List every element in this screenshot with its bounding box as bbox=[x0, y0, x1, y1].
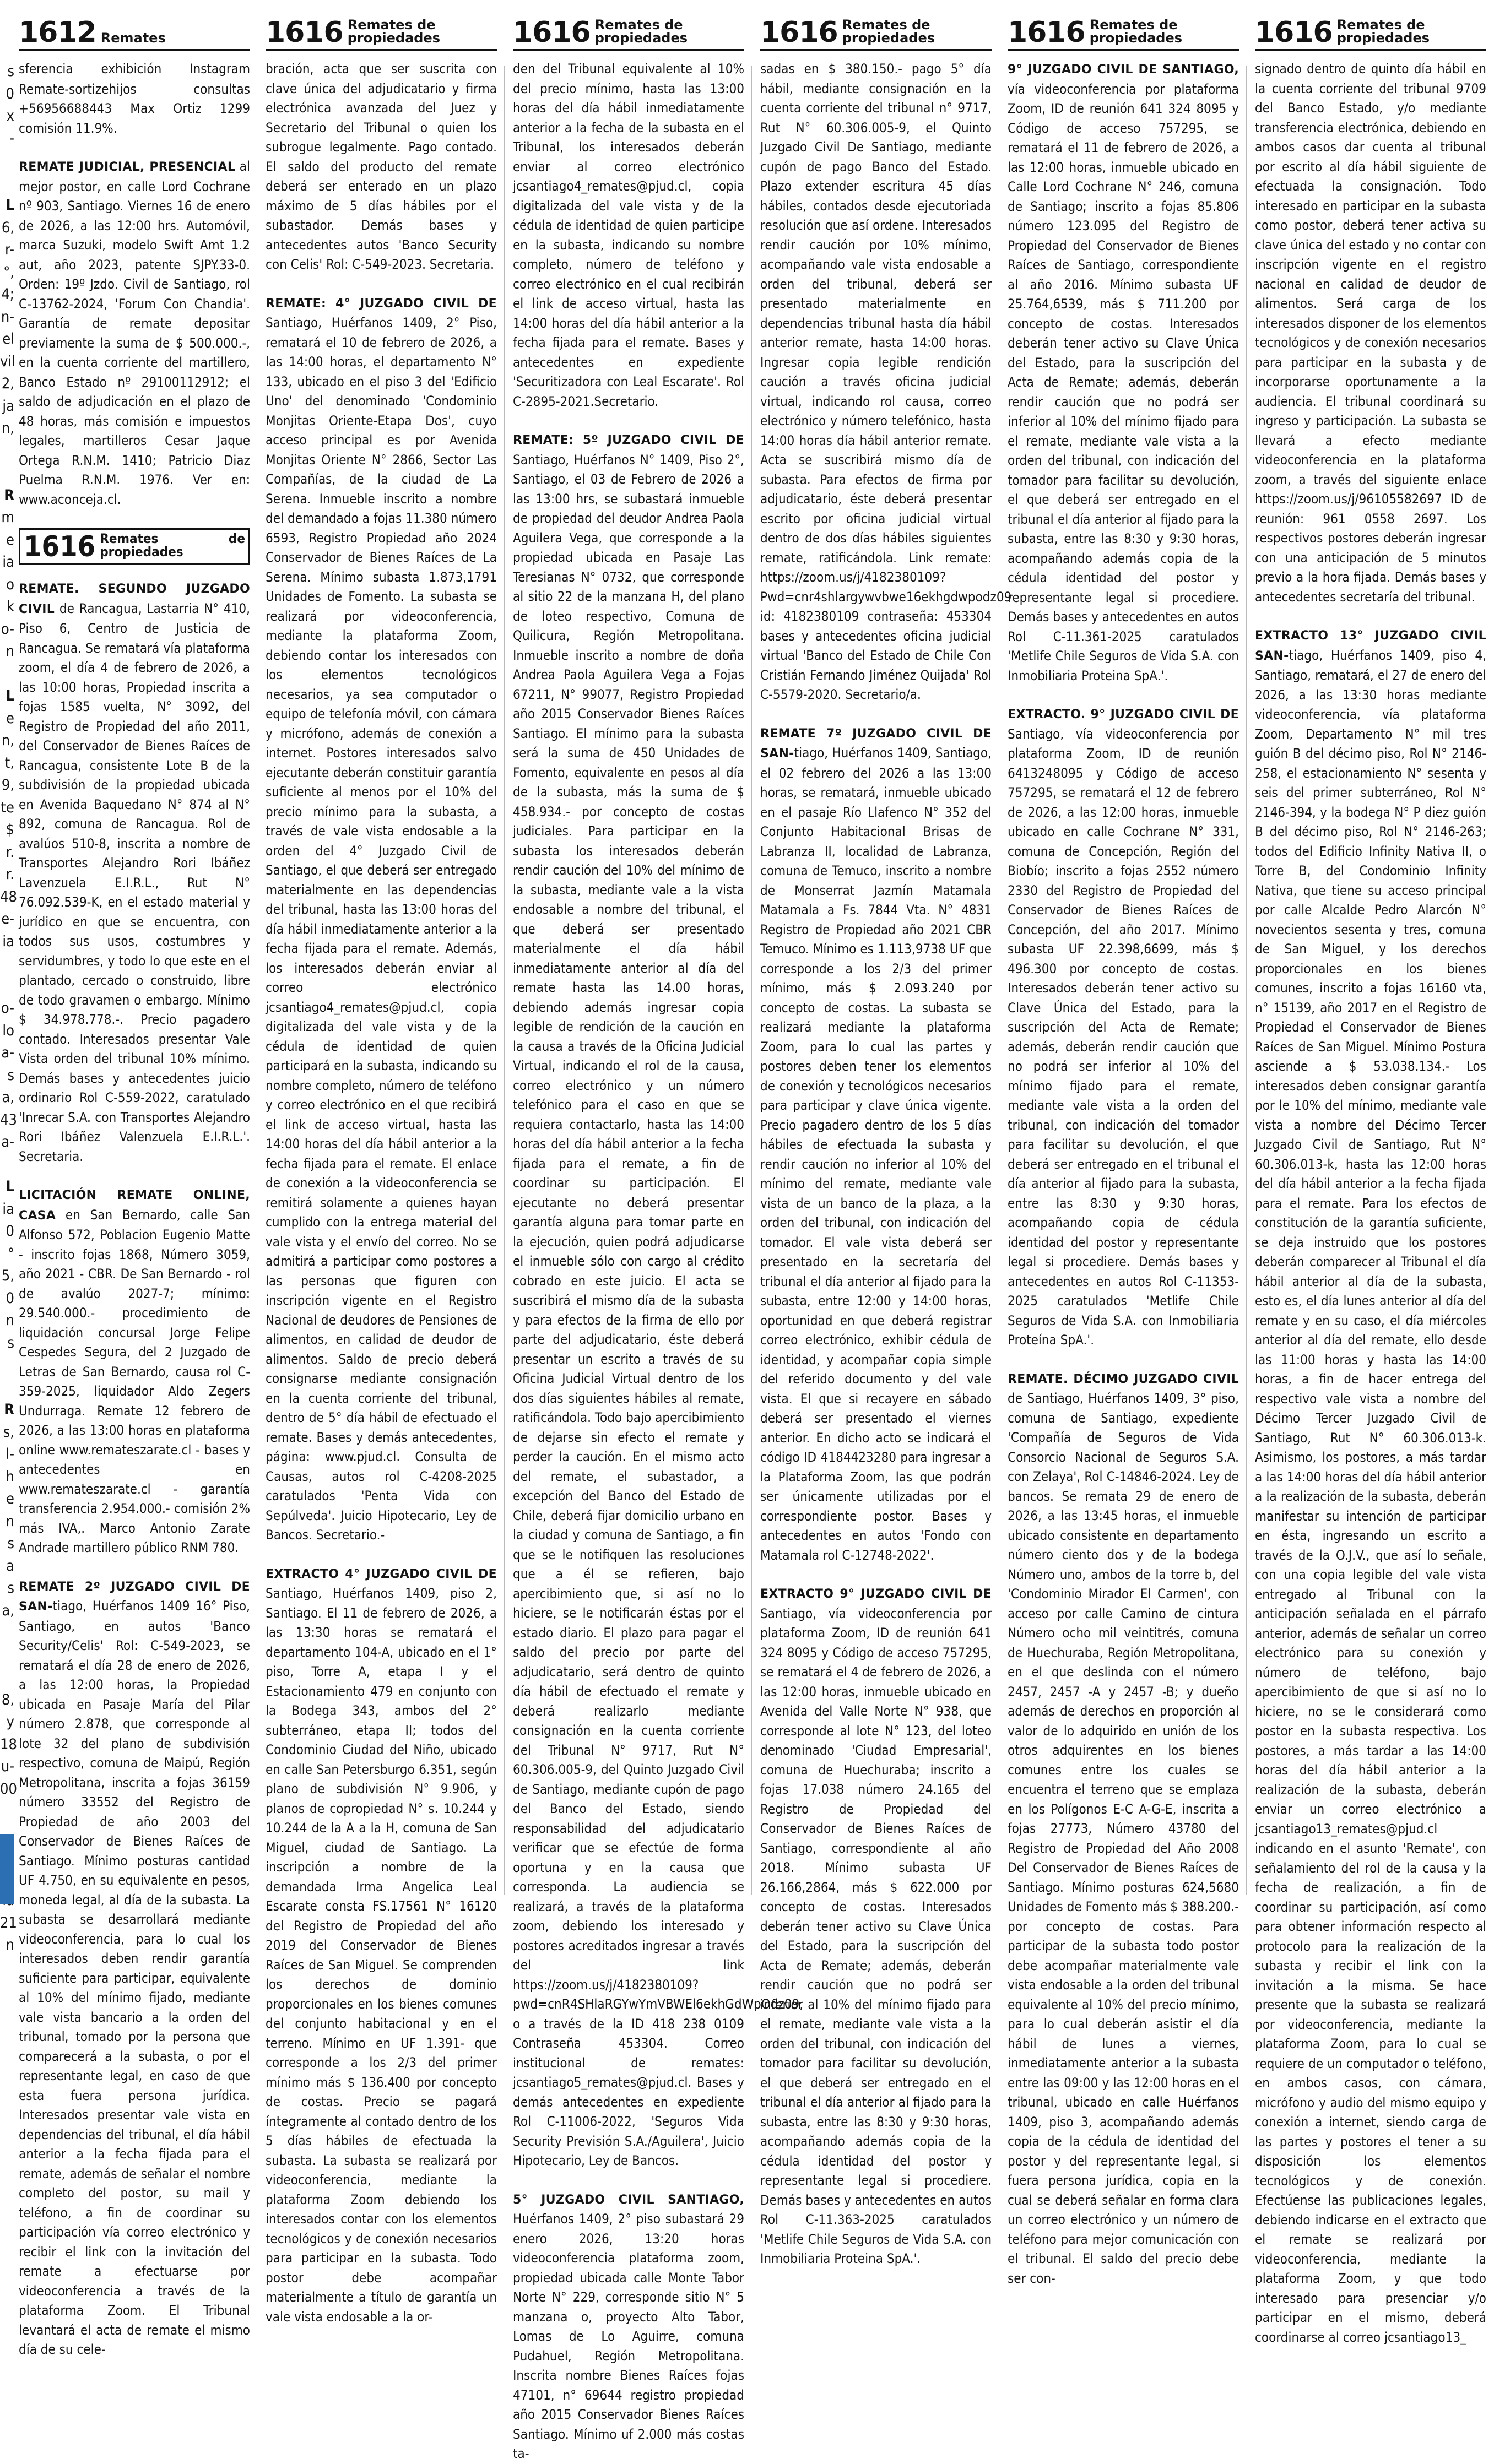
column-body bbox=[1008, 59, 1239, 2288]
clipped-fragment: R bbox=[4, 486, 14, 504]
clipped-fragment: k bbox=[6, 598, 14, 615]
notice-text: de Santiago, Huérfanos 1409, 3° piso, comuna de Santiago, expediente 'Compañía de Seguros de Vida Consorcio Nacional de Seguros S.A. con Zelaya', Rol C-14846-2024. Ley de bancos. Se remata 29 de enero de 2026, a las 13:45 horas, el inmueble ubicado consistente en departamento número ciento dos y de la bodega Número uno, ambos de la torre b, del 'Condominio Mirador El Carmen', con acceso por calle Camino de cintura Número ocho mil veintitrés, comuna de Huechuraba, Región Metropolitana, en el que deslinda con el número 2457, 2457 -A y 2457 -B; y dueño además de derechos en proporción al valor de lo adquirido en unión de los otros adquirentes en los bienes comunes entre los cuales se encuentra el terreno que se emplaza en los Polígonos E-C A-G-E, inscrita a fojas 27773, Número 43780 del Registro de Propiedad del Año 2008 Del Conservador de Bienes Raíces de Santiago. Mínimo posturas 624,5680 Unidades de Fomento más $ 388.200.- por concepto de costas. Para participar de la subasta todo postor debe acompañar materialmente vale vista endosable a la orden del tribunal equivalente al 10% del precio mínimo, para lo cual deberán asistir el día hábil de lunes a viernes, inmediatamente anterior a la subasta entre las 09:00 y las 12:00 horas en el tribunal, ubicado en calle Huérfanos 1409, piso 3, acompañando además copia de la cédula de identidad del postor y del representante legal, si fuera persona jurídica, copia en la cual se deberá señalar en forma clara un correo electrónico y un número de teléfono para mejor comunicación con el tribunal. El saldo del precio debe ser con- bbox=[1008, 1391, 1239, 2286]
section-category: Remates bbox=[100, 30, 166, 46]
section-code: 1616 bbox=[24, 530, 96, 563]
clipped-fragment bbox=[0, 1354, 14, 1377]
notice bbox=[1008, 704, 1239, 1350]
clipped-fragment: u- bbox=[1, 1758, 14, 1775]
column-header bbox=[19, 0, 250, 51]
clipped-left-column bbox=[0, 0, 17, 1953]
clipped-fragment bbox=[0, 150, 14, 172]
section-code: 1616 bbox=[1008, 16, 1085, 49]
clipped-fragment: a, bbox=[2, 1089, 14, 1106]
clipped-fragment: 00 bbox=[0, 1780, 17, 1798]
column-header bbox=[1008, 0, 1239, 51]
notice-text: signado dentro de quinto día hábil en la cuenta corriente del tribunal 9709 del Banco Estado, y/o mediante transferencia electrónica, debiendo en ambos casos dar cuenta al tribunal por escrito al día hábil siguiente de efectuada la consignación. Todo interesado en participar en la subasta como postor, deberá tener activa su clave única del estado y no contar con inscripción vigente en el registro nacional en calidad de deudor de alimentos. Será carga de los interesados disponer de los elementos tecnológicos y de conexión necesarios para participar en la subasta y de incorporarse oportunamente a la audiencia. El tribunal coordinará su ingreso y participación. La subasta se llevará a efecto mediante videoconferencia en la plataforma zoom, a través del siguiente enlace https://zoom.us/j/96105582697 ID de reunión: 961 0558 2697. Los respectivos postores deberán ingresar con una anticipación de 5 minutos previo a la hora fijada. Demás bases y antecedentes secretaría del tribunal. bbox=[1255, 61, 1486, 605]
clipped-fragment: x bbox=[6, 107, 14, 124]
notice-text: en San Bernardo, calle San Alfonso 572, Poblacion Eugenio Matte - inscrito fojas 1868, Número 3059, año 2021 - CBR. De San Bernardo - rol de avalúo 2027-7; mínimo: 29.540.000.- procedimiento de liquidación concursal Jorge Felipe Cespedes Segura, del 2 Juzgado de Letras de San Bernardo, causa rol C-359-2025, liquidador Aldo Zegers Undurraga. Remate 12 febrero de 2026, a las 13:00 horas en plataforma online www.remateszarate.cl - bases y antecedentes en www.remateszarate.cl - garantía transferencia 2.954.000.- comisión 2% más IVA,. Marco Antonio Zarate Andrade martillero público RNM 780. bbox=[19, 1207, 250, 1555]
left-edge-color-bar bbox=[0, 1834, 14, 1904]
clipped-fragment: 5, bbox=[1, 1267, 14, 1284]
clipped-fragment: e- bbox=[1, 910, 14, 927]
clipped-fragment: 6, bbox=[1, 219, 14, 236]
section-category: Remates de propiedades bbox=[1089, 17, 1183, 46]
notice bbox=[266, 294, 497, 1545]
notice-text: sadas en $ 380.150.- pago 5° día hábil, mediante consignación en la cuenta corriente del tribunal n° 9717, Rut N° 60.306.005-9, el Quinto Juzgado Civil De Santiago, mediante cupón de pago Banco del Estado. Plazo extender escritura 45 días hábiles, contados desde ejecutoriada resolución que así ordene. Interesados rendir caución por 10% mínimo, acompañando vale vista endosable a orden del tribunal, deberá ser presentado materialmente en dependencias tribunal hasta día hábil anterior remate, hasta 14:00 horas. Ingresar copia legible rendición caución a través oficina judicial virtual, indicando rol causa, correo electrónico y número telefónico, hasta 14:00 horas día hábil anterior remate. Acta se suscribirá mismo día de subasta. Para efectos de firma por adjudicatario, éste deberá presentar escrito por oficina judicial virtual dentro de dos días hábiles siguientes remate, ratificándola. Link remate: https://zoom.us/j/4182380109?Pwd=cnr4shlargywvbwe16ekhgdwpodz09 id: 4182380109 contraseña: 453304 bases y antecedentes oficina judicial virtual 'Banco del Estado de Chile Con Cristián Fernando Jiménez Quijada' Rol C-5579-2020. Secretario/a. bbox=[760, 61, 1012, 702]
clipped-fragment: t, bbox=[4, 754, 14, 772]
clipped-fragment: te bbox=[1, 799, 14, 816]
clipped-fragment bbox=[0, 462, 14, 485]
clipped-fragment: r. bbox=[6, 866, 14, 883]
notice bbox=[1008, 59, 1239, 686]
clipped-fragment bbox=[0, 1800, 14, 1823]
section-code: 1616 bbox=[760, 16, 838, 49]
clipped-fragment: n, bbox=[1, 420, 14, 437]
section-category: Remates de propiedades bbox=[1336, 17, 1430, 46]
notice-text: tiago, Huérfanos 1409 16° Piso, Santiago, en autos 'Banco Security/Celis' Rol: C-549-2023, se rematará el día 28 de enero de 2026, a las 12:00 horas, la Propiedad ubicada en Pasaje María del Pilar número 2.878, que corresponde al lote 32 del plano de subdivisión respectivo, comuna de Maipú, Región Metropolitana, inscrita a fojas 36159 número 33552 del Registro de Propiedad de año 2003 del Conservador de Bienes Raíces de Santiago. Mínimo posturas cantidad UF 4.750, en su equivalente en pesos, moneda legal, al día de la subasta. La subasta se desarrollará mediante videoconferencia, para lo cual los interesados deben rendir garantía suficiente para participar, equivalente al 10% del mínimo fijado, mediante vale vista bancario a la orden del tribunal, tomado por la persona que comparecerá a la subasta, o por el representante legal, en caso de que esta fuera persona jurídica. Interesados presentar vale vista en dependencias del tribunal, el día hábil anterior a la fecha fijada para el remate, además de señalar el nombre completo del postor, su mail y teléfono, a fin de coordinar su participación vía correo electrónico y recibir el link con la invitación del remate a efectuarse por videoconferencia a través de la plataforma Zoom. El Tribunal levantará el acta de remate el mismo día de su cele- bbox=[19, 1598, 250, 2357]
clipped-fragment bbox=[0, 1622, 14, 1645]
notice bbox=[1255, 59, 1486, 607]
notice-text: Santiago, vía videoconferencia por plataforma Zoom, ID de reunión 641 324 8095 y Código de acceso 757295, se rematará el 4 de febrero de 2026, a las 12:00 horas, inmueble ubicado en Avenida del Valle Norte N° 938, que corresponde al lote N° 123, del loteo denominado 'Ciudad Empresarial', comuna de Huechuraba; inscrito a fojas 17.038 número 24.165 del Registro de Propiedad del Conservador de Bienes Raíces de Santiago, correspondiente al año 2018. Mínimo subasta UF 26.166,2864, más $ 622.000 por concepto de costas. Interesados deberán tener activo su Clave Única del Estado, para la suscripción del Acta de Remate; además, deberán rendir caución que no podrá ser inferior al 10% del mínimo fijado para el remate, mediante vale vista a la orden del tribunal, con indicación del tomador para facilitar su devolución, el que deberá ser entregado en el tribunal el día anterior al fijado para la subasta, entre las 8:30 y 9:30 horas, acompañando además copia de la cédula identidad del postor y representante legal si procediere. Demás bases y antecedentes en autos Rol C-11.363-2025 caratulados 'Metlife Chile Seguros de Vida S.A. con Inmobiliaria Proteina SpA.'. bbox=[760, 1605, 992, 2266]
column-1 bbox=[19, 0, 250, 2357]
clipped-fragment: L bbox=[6, 197, 14, 214]
clipped-fragment: s bbox=[7, 1334, 14, 1352]
clipped-fragment: s bbox=[7, 1535, 14, 1552]
column-4 bbox=[760, 0, 1012, 2266]
clipped-fragment: s, bbox=[3, 1423, 14, 1441]
column-rule bbox=[1246, 66, 1247, 1895]
notice-lead: LICITACIÓN REMATE ONLINE, CASA bbox=[19, 1188, 250, 1223]
clipped-fragment: - bbox=[9, 129, 14, 147]
clipped-fragment bbox=[0, 953, 14, 975]
notice-text: tiago, Huérfanos 1409, piso 4, Santiago, rematará, el 27 de enero del 2026, a las 13:30 horas mediante videoconferencia, vía plataforma Zoom, Departamento N° mil tres guión B del décimo piso, Rol N° 2146-258, el estacionamiento N° sesenta y seis del primer subterráneo, Rol N° 2146-394, y la bodega N° P diez guión B del décimo piso, Rol N° 2146-263; todos del Edificio Infinity Nativa II, o Torre B, del Condominio Infinity Nativa, que tiene su acceso principal por calle Alcalde Pedro Alarcón N° novecientos sesenta y tres, comuna de San Miguel, y los derechos proporcionales en los bienes comunes, inscrito a fojas 16160 vta, n° 15139, año 2017 en el Registro de Propiedad el Conservador de Bienes Raíces de San Miguel. Mínimo Postura asciende a $ 53.038.134.- Los interesados deben consignar garantía por le 10% del mínimo, mediante vale vista a nombre del Décimo Tercer Juzgado Civil de Santiago, Rut N° 60.306.013-k, hasta las 12:00 horas del día hábil anterior a la fecha fijada para el remate. Para los efectos de constitución de la garantía suficiente, se deja instruido que los postores deberán comparecer al Tribunal el día hábil anterior al día de la subasta, esto es, el día lunes anterior al día del remate y en su caso, el día miércoles anterior al día del remate, ello desde las 11:00 horas y hasta las 14:00 horas, a fin de hacer entrega del respectivo vale vista a nombre del Décimo Tercer Juzgado Civil de Santiago, Rut N° 60.306.013-k. Asimismo, los postores, a más tardar a las 14:00 horas del día hábil anterior a la realización de la subasta, deberán manifestar su intención de participar en ésta, ingresando un escrito a través de la O.J.V., que así lo señale, con una copia legible del vale vista entregado al Tribunal con la anticipación señalada en el párrafo anterior, además de señalar un correo electrónico para su conexión y número de teléfono, bajo apercibimiento de que si así no lo hiciere, no se le considerará como postor en la subasta respectiva. Los postores, a más tardar a las 14:00 horas del día hábil anterior a la realización de la subasta, deberán enviar un correo electrónico a jcsantiago13_remates@pjud.cl indicando en el asunto 'Remate', con señalamiento del rol de la causa y la fecha de realización, a fin de coordinar su participación, así como para obtener información respecto al protocolo para la realización de la subasta y recibir el link con la invitación a la misma. Se hace presente que la subasta se realizará por videoconferencia, mediante la plataforma Zoom, para lo cual se requiere de un computador o teléfono, en ambos casos, con cámara, micrófono y audio del mismo equipo y conexión a internet, siendo carga de las partes y postores el tener a su disposición los elementos tecnológicos y de conexión. Efectúense las publicaciones legales, debiendo indicarse en el extracto que el remate se realizará por videoconferencia, mediante la plataforma Zoom, y que todo interesado para presenciar y/o participar en el mismo, deberá coordinarse al correo jcsantiago13_ bbox=[1255, 647, 1486, 2345]
notice bbox=[760, 724, 992, 1566]
clipped-fragment: 2, bbox=[1, 375, 14, 392]
notice bbox=[19, 157, 250, 509]
notice-lead: EXTRACTO 4° JUZGADO CIVIL DE bbox=[266, 1567, 497, 1581]
clipped-fragment: o bbox=[6, 576, 14, 593]
clipped-fragment: n- bbox=[1, 308, 14, 325]
column-body bbox=[513, 59, 804, 2464]
notice bbox=[1008, 1369, 1239, 2289]
section-category: Remates de propiedades bbox=[347, 17, 441, 46]
notice bbox=[513, 59, 744, 411]
notice-lead: 5° JUZGADO CIVIL SANTIAGO, bbox=[513, 2192, 744, 2207]
notice-lead: EXTRACTO. 9° JUZGADO CIVIL DE bbox=[1008, 708, 1239, 721]
inline-section-header bbox=[19, 528, 250, 565]
clipped-fragment: ia bbox=[2, 932, 14, 950]
notice-lead: REMATE. DÉCIMO JUZGADO CIVIL bbox=[1008, 1372, 1239, 1386]
notice-text: bración, acta que ser suscrita con clave única del adjudicatario y firma electrónica avanzada del Juez y Secretario del Tribunal o quien los subrogue legalmente. Pago contado. El saldo del producto del remate deberá ser enterado en un plazo máximo de 5 días hábiles por el subastador. Demás bases y antecedentes autos 'Banco Security con Celis' Rol: C-549-2023. Secretaria. bbox=[266, 61, 497, 272]
notice bbox=[19, 1577, 250, 2360]
clipped-fragment bbox=[0, 172, 14, 195]
clipped-fragment: m bbox=[1, 509, 14, 526]
clipped-fragment: e bbox=[6, 1490, 14, 1507]
clipped-fragment: h bbox=[6, 1468, 14, 1485]
column-header bbox=[513, 0, 744, 51]
clipped-fragment: ja bbox=[2, 397, 14, 415]
column-rule bbox=[504, 66, 505, 1895]
column-header bbox=[266, 0, 497, 51]
clipped-fragment: 18 bbox=[0, 1735, 17, 1753]
clipped-fragment bbox=[0, 975, 14, 998]
clipped-fragment: 8, bbox=[1, 1691, 14, 1708]
clipped-fragment: ia bbox=[2, 1200, 14, 1218]
column-rule bbox=[751, 66, 752, 1895]
notice bbox=[760, 1584, 992, 2269]
clipped-fragment: L bbox=[6, 687, 14, 704]
clipped-fragment: R bbox=[4, 1401, 14, 1418]
clipped-fragment: a bbox=[6, 1557, 14, 1575]
clipped-fragment: o- bbox=[1, 1000, 14, 1017]
clipped-fragment bbox=[0, 1154, 14, 1176]
notice-text: tiago, Huérfanos 1409, Santiago, el 02 febrero del 2026 a las 13:00 horas, se rematará, inmueble ubicado en el pasaje Río Llafenco N° 352 del Conjunto Habitacional Brisas de Labranza II, localidad de Labranza, comuna de Temuco, inscrito a nombre de Monserrat Jazmín Matamala Matamala a Fs. 7844 Vta. N° 4831 Registro de Propiedad año 2021 CBR Temuco. Mínimo es 1.113,9738 UF que corresponde a los 2/3 del primer mínimo, más $ 2.093.240 por concepto de costas. La subasta se realizará mediante la plataforma Zoom, para lo cual las partes y postores deben tener los elementos de conexión y tecnológicos necesarios para participar y clave única vigente. Precio pagadero dentro de los 5 días hábiles de efectuada la subasta y rendir caución no inferior al 10% del mínimo del remate, mediante vale vista de un banco de la plaza, a la orden del tribunal, con indicación del tomador. El vale vista deberá ser presentado en la secretaría del tribunal el día anterior al fijado para la subasta, entre 12:00 y 14:00 horas, oportunidad en que deberá registrar correo electrónico, exhibir cédula de identidad, y acompañar copia simple del referido documento y del vale vista. El que si recayere en sábado deberá ser presentado el viernes anterior. En dicho acto se indicará el código ID 4184423280 para ingresar a la Plataforma Zoom, las que podrán ser únicamente utilizadas por el correspondiente postor. Bases y antecedentes en autos 'Fondo con Matamala rol C-12748-2022'. bbox=[760, 745, 992, 1563]
clipped-fragment: lo bbox=[2, 1022, 14, 1039]
column-body bbox=[760, 59, 1012, 2269]
notice-lead: REMATE: 5º JUZGADO CIVIL DE bbox=[513, 433, 744, 447]
clipped-fragment: 0 bbox=[6, 85, 14, 102]
clipped-fragment: r. bbox=[6, 843, 14, 861]
clipped-fragment: ° bbox=[7, 1245, 14, 1262]
notice bbox=[266, 59, 497, 275]
notice bbox=[760, 59, 1012, 705]
notice bbox=[19, 1185, 250, 1558]
clipped-fragment: n bbox=[6, 1512, 14, 1530]
clipped-fragment bbox=[0, 440, 14, 463]
notice-lead: EXTRACTO 9° JUZGADO CIVIL DE bbox=[760, 1587, 992, 1601]
clipped-fragment: ia bbox=[2, 553, 14, 571]
clipped-fragment bbox=[0, 1667, 14, 1689]
clipped-fragment: $ bbox=[6, 821, 14, 838]
notice-lead: REMATE 2º JUZGADO CIVIL DE SAN- bbox=[19, 1580, 250, 1614]
clipped-fragment bbox=[0, 1377, 14, 1399]
column-3 bbox=[513, 0, 804, 2461]
clipped-fragment: a- bbox=[1, 1044, 14, 1061]
clipped-fragment: vil bbox=[0, 352, 15, 370]
clipped-fragment: s bbox=[7, 1580, 14, 1597]
column-body bbox=[19, 59, 250, 2360]
notice-text: Santiago, vía videoconferencia por plataforma Zoom, ID de reunión 6413248095 y Código de acceso 757295, se rematará el 12 de febrero de 2026, a las 12:00 horas, inmueble ubicado en calle Cochrane N° 331, comuna de Concepción, Región del Biobío; inscrito a fojas 2552 número 2330 del Registro de Propiedad del Conservador de Bienes Raíces de Concepción, del año 2017. Mínimo subasta UF 22.398,6699, más $ 496.300 por concepto de costas. Interesados deberán tener activo su Clave Única del Estado, para la suscripción del Acta de Remate; además, deberán rendir caución que no podrá ser inferior al 10% del mínimo fijado para el remate, mediante vale vista a la orden del tribunal, con indicación del tomador para facilitar su devolución, el que deberá ser entregado en el tribunal el día anterior al fijado para la subasta, entre las 8:30 y 9:30 horas, acompañando copia de cédula identidad del postor y representante legal si procediere. Demás bases y antecedentes en autos Rol C-11353-2025 caratulados 'Metlife Chile Seguros de Vida S.A. con Inmobiliaria Proteína SpA.'. bbox=[1008, 726, 1239, 1348]
clipped-fragment: 48 bbox=[0, 888, 17, 905]
clipped-fragment: n bbox=[6, 1312, 14, 1329]
clipped-fragment bbox=[0, 1645, 14, 1667]
clipped-fragment: s bbox=[7, 63, 14, 80]
clipped-fragment: 9, bbox=[1, 777, 14, 794]
clipped-fragment: 4; bbox=[1, 286, 14, 303]
clipped-fragment: L bbox=[6, 1178, 14, 1195]
notice-text: de Rancagua, Lastarria N° 410, Piso 6, Centro de Justicia de Rancagua. Se rematará vía plataforma zoom, el día 4 de febrero de 2026, a las 10:00 horas, Propiedad inscrita a fojas 1585 vuelta, N° 3092, del Registro de Propiedad del año 2011, del Conservador de Bienes Raíces de Rancagua, consistente Lote B de la subdivisión de la propiedad ubicada en Avenida Baquedano N° 874 al N° 892, comuna de Rancagua. Rol de avalúos 510-8, inscrita a nombre de Transportes Alejandro Rori Ibáñez Lavenzuela E.I.R.L., Rut N° 76.092.539-K, en el estado material y jurídico en que se encuentra, con todos sus usos, costumbres y servidumbres, y todo lo que este en el plantado, cercado o construido, libre de todo gravamen o embargo. Mínimo $ 34.978.778.-. Precio pagadero contado. Interesados presentar Vale Vista orden del tribunal 10% mínimo. Demás bases y antecedentes juicio ordinario Rol C-559-2022, caratulado 'Inrecar S.A. con Transportes Alejandro Rori Ibáñez Valenzuela E.I.R.L.'. Secretaria. bbox=[19, 600, 250, 1164]
clipped-fragment: 21 bbox=[0, 1914, 17, 1931]
section-category: Remates de propiedades bbox=[594, 17, 688, 46]
section-category: Remates de propiedades bbox=[842, 17, 935, 46]
clipped-fragment: e bbox=[6, 709, 14, 727]
notice bbox=[1255, 626, 1486, 2347]
clipped-fragment: n, bbox=[1, 732, 14, 749]
clipped-fragment: y bbox=[6, 1713, 14, 1730]
clipped-fragment: 0 bbox=[6, 1289, 14, 1307]
notice-text: al mejor postor, en calle Lord Cochrane nº 903, Santiago. Viernes 16 de enero de 2026, a las 12:00 hrs. Automóvil, marca Suzuki, modelo Swift Amt 1.2 aut, año 2023, patente SJPY.33-0. Orden: 19º Jzdo. Civil de Santiago, rol C-13762-2024, 'Forum Con Chandia'. Garantía de remate depositar previamente la suma de $ 500.000.-, en la cuenta corriente del martillero, Banco Estado nº 29100112912; el saldo de adjudicación en el plazo de 48 horas, más comisión e impuestos legales, martilleros Cesar Jaque Ortega R.N.M. 1410; Patricio Diaz Puelma R.N.M. 1976. Ver en: www.aconceja.cl. bbox=[19, 159, 250, 507]
clipped-fragment: a- bbox=[1, 1133, 14, 1150]
clipped-fragment: o- bbox=[1, 620, 14, 638]
notice-lead: EXTRACTO 13° JUZGADO CIVIL SAN- bbox=[1255, 629, 1486, 663]
notice bbox=[513, 2190, 744, 2464]
column-5 bbox=[1008, 0, 1239, 2286]
section-code: 1616 bbox=[1255, 16, 1333, 49]
notice-lead: 9° JUZGADO CIVIL DE SANTIAGO, bbox=[1008, 63, 1239, 77]
clipped-fragment: 43 bbox=[0, 1111, 17, 1128]
clipped-fragment: e bbox=[6, 531, 14, 549]
notice-text: vía videoconferencia por plataforma Zoom, ID de reunión 641 324 8095 y Código de acceso 757295, se rematará el 11 de febrero de 2026, a las 12:00 horas, inmueble ubicado en Calle Lord Cochrane N° 246, comuna de Santiago; inscrito a fojas 85.806 número 123.095 del Registro de Propiedad del Conservador de Bienes Raíces de Santiago, correspondiente al año 2016. Mínimo subasta UF 25.764,6539, más $ 711.200 por concepto de costas. Interesados deberán tener activo su Clave Única del Estado, para la suscripción del Acta de Remate; además, deberán rendir caución que no podrá ser inferior al 10% del mínimo fijado para el remate, mediante vale vista a la orden del tribunal, con indicación del tomador para facilitar su devolución, el que deberá ser entregado en el tribunal el día anterior al fijado para la subasta, entre las 8:30 y 9:30 horas, acompañando además copia de la cédula identidad del postor y representante legal si procediere. Demás bases y antecedentes en autos Rol C-11.361-2025 caratulados 'Metlife Chile Seguros de Vida S.A. con Inmobiliaria Proteina SpA.'. bbox=[1008, 81, 1239, 683]
notice-lead: REMATE. SEGUNDO JUZGADO CIVIL bbox=[19, 582, 250, 616]
clipped-fragment: °, bbox=[3, 263, 14, 281]
column-header bbox=[760, 0, 992, 51]
column-header bbox=[1255, 0, 1486, 51]
clipped-fragment: n bbox=[6, 643, 14, 660]
column-2 bbox=[266, 0, 497, 2325]
clipped-fragment: el bbox=[2, 330, 14, 348]
section-code: 1616 bbox=[266, 16, 343, 49]
column-body bbox=[1255, 59, 1486, 2347]
column-6 bbox=[1255, 0, 1486, 2345]
clipped-fragment: n bbox=[6, 1936, 14, 1953]
clipped-fragment: s bbox=[7, 1066, 14, 1084]
notice bbox=[513, 430, 804, 2171]
notice-text: Huérfanos 1409, 2° piso subastará 29 enero 2026, 13:20 horas videoconferencia plataforma zoom, propiedad ubicada calle Monte Tabor Norte N° 229, corresponde sitio N° 5 manzana o, proyecto Alto Tabor, Lomas de Lo Aguirre, comuna Pudahuel, Región Metropolitana. Inscrita nombre Bienes Raíces fojas 47101, n° 69644 registro propiedad año 2015 Conservador Bienes Raíces Santiago. Mínimo uf 2.000 más costas ta- bbox=[513, 2211, 744, 2461]
notice-text: Santiago, Huérfanos 1409, piso 2, Santiago. El 11 de febrero de 2026, a las 13:30 horas se rematará el departamento 104-A, ubicado en el 1° piso, Torre A, etapa I y el Estacionamiento 479 en conjunto con la Bodega 343, ambos del 2° subterráneo, etapa II; todos del Condominio Ciudad del Niño, ubicado en calle San Petersburgo 6.351, según plano de subdivisión N° 9.906, y planos de copropiedad N° s. 10.244 y 10.244 de la A a la H, comuna de San Miguel, ciudad de Santiago. La inscripción a nombre de la demandada Irma Angelica Leal Escarate consta FS.17561 N° 16120 del Registro de Propiedad del año 2019 del Conservador de Bienes Raíces de San Miguel. Se comprenden los derechos de dominio proporcionales en los bienes comunes del conjunto habitacional y en el terreno. Mínimo en UF 1.391- que corresponde a los 2/3 del primer mínimo más $ 136.400 por concepto de costas. Precio se pagará íntegramente al contado dentro de los 5 días hábiles de efectuada la subasta. La subasta se realizará por videoconferencia, mediante la plataforma Zoom debiendo los interesados contar con los elementos tecnológicos y de conexión necesarios para participar en la subasta. Todo postor debe acompañar materialmente a título de garantía un vale vista endosable a la or- bbox=[266, 1586, 497, 2325]
clipped-fragment: r- bbox=[4, 241, 14, 258]
notice-lead: REMATE 7º JUZGADO CIVIL DE SAN- bbox=[760, 726, 992, 761]
notice-lead: REMATE JUDICIAL, PRESENCIAL bbox=[19, 160, 236, 174]
notice-lead: REMATE: 4° JUZGADO CIVIL DE bbox=[266, 296, 497, 311]
section-code: 1616 bbox=[513, 16, 591, 49]
section-category: Remates de propiedades bbox=[100, 531, 245, 560]
notice-text: Santiago, Huérfanos N° 1409, Piso 2°, Santiago, el 03 de Febrero de 2026 a las 13:00 hrs, se subastará inmueble de propiedad del deudor Andrea Paola Aguilera Vega, que corresponde a la propiedad ubicada en Pasaje Las Teresianas N° 0732, que corresponde al sitio 22 de la manzana H, del plano de loteo respectivo, Comuna de Quilicura, Región Metropolitana. Inmueble inscrito a nombre de doña Andrea Paola Aguilera Vega a Fojas 67211, N° 99077, Registro Propiedad año 2015 Conservador Bienes Raíces Santiago. El mínimo para la subasta será la suma de 450 Unidades de Fomento, equivalente en pesos al día de la subasta, más la suma de $ 458.934.- por concepto de costas judiciales. Para participar en la subasta los interesados deberán rendir caución del 10% del mínimo de la subasta, mediante vale a la vista endosable a nombre del tribunal, el que deberá ser presentado materialmente el día hábil inmediatamente anterior al día del remate hasta las 14.00 horas, debiendo además ingresar copia legible de rendición de la caución en la causa a través de la Oficina Judicial Virtual, indicando el rol de la causa, correo electrónico y un número telefónico para el caso en que se requiera contactarlo, hasta las 14:00 horas del día hábil anterior a la fecha fijada para el remate, a fin de coordinar su participación. El ejecutante no deberá presentar garantía alguna para tomar parte en la ejecución, quien podrá adjudicarse el inmueble sólo con cargo al crédito cobrado en este juicio. El acta se suscribirá el mismo día de la subasta y para efectos de la firma de ello por parte del adjudicatario, éste deberá presentar un escrito a través de su Oficina Judicial Virtual dentro de los dos días siguientes hábiles al remate, ratificándola. Todo bajo apercibimiento de dejarse sin efecto el remate y perder la caución. En el mismo acto del remate, el subastador, a excepción del Banco del Estado de Chile, deberá fijar domicilio urbano en la ciudad y comuna de Santiago, a fin que se le notifiquen las resoluciones que a él se refieren, bajo apercibimiento que, si así no lo hiciere, se le notificarán éstas por el estado diario. El plazo para pagar el saldo del precio por parte del adjudicatario, será dentro de quinto día hábil de efectuado el remate y deberá realizarlo mediante consignación en la cuenta corriente del Tribunal N° 9717, Rut N° 60.306.005-9, del Quinto Juzgado Civil de Santiago, mediante cupón de pago del Banco del Estado, siendo responsabilidad del adjudicatario verificar que se efectúe de forma oportuna y en la causa que corresponda. La audiencia se realizará, a través de la plataforma zoom, debiendo los interesado y postores acreditados ingresar a través del link https://zoom.us/j/4182380109?pwd=cnR4SHlaRGYwYmVBWEl6ekhGdWpOdz09, o a través de la ID 418 238 0109 Contraseña 453304. Correo institucional de remates: jcsantiago5_remates@pjud.cl. Bases y demás antecedentes en expediente Rol C-11006-2022, 'Seguros Vida Security Previsión S.A./Aguilera', Juicio Hipotecario, Ley de Bancos. bbox=[513, 452, 804, 2168]
notice-text: Santiago, Huérfanos 1409, 2° Piso, rematará el 10 de febrero de 2026, a las 14:00 horas, el departamento N° 133, ubicado en el piso 3 del 'Edificio Uno' del denominado 'Condominio Monjitas Oriente-Etapa Dos', cuyo acceso principal es por Avenida Monjitas Oriente N° 2866, Sector Las Compañías, de la ciudad de La Serena. Inmueble inscrito a nombre del demandado a fojas 11.380 número 6593, Registro Propiedad año 2024 Conservador de Bienes Raíces de La Serena. Mínimo subasta 1.873,1791 Unidades de Fomento. La subasta se realizará por videoconferencia, mediante la plataforma Zoom, debiendo contar los interesados con los elementos tecnológicos necesarios, ya sea computador o equipo de telefonía móvil, con cámara y micrófono, además de conexión a internet. Postores interesados salvo ejecutante deberán constituir garantía suficiente al menos por el 10% del precio mínimo para la subasta, a través de vale vista endosable a la orden del 4° Juzgado Civil de Santiago, el que deberá ser entregado materialmente en las dependencias del tribunal, hasta las 13:00 horas del día hábil inmediatamente anterior a la fecha fijada para el remate. Además, los interesados deberán enviar al correo electrónico jcsantiago4_remates@pjud.cl, copia digitalizada del vale vista y de la cédula de identidad de quien participará en la subasta, indicando su nombre completo, número de teléfono y correo electrónico en el que recibirá el link de acceso virtual, hasta las 14:00 horas del día hábil anterior a la fecha fijada para el remate. El enlace de conexión a la videoconferencia se remitirá solamente a quienes hayan cumplido con la entrega material del vale vista y el envío del correo. No se admitirá a participar como postores a las personas que figuren con inscripción vigente en el Registro Nacional de deudores de Pensiones de alimentos, en calidad de deudor de alimentos. Saldo de precio deberá consignarse mediante consignación en la cuenta corriente del tribunal, dentro de 5° día hábil de efectuado el remate. Bases y demás antecedentes, página: www.pjud.cl. Consulta de Causas, autos rol C-4208-2025 caratulados 'Penta Vida con Sepúlveda'. Juicio Hipotecario, Ley de Bancos. Secretario.- bbox=[266, 315, 497, 1543]
section-code: 1612 bbox=[19, 16, 96, 49]
notice bbox=[19, 579, 250, 1166]
clipped-fragment bbox=[0, 663, 14, 686]
clipped-fragment: 0 bbox=[6, 1223, 14, 1240]
clipped-fragment: a, bbox=[2, 1602, 14, 1619]
clipped-fragment: l- bbox=[6, 1446, 14, 1463]
notice bbox=[266, 1564, 497, 2327]
notice-text: den del Tribunal equivalente al 10% del precio mínimo, hasta las 13:00 horas del día hábil inmediatamente anterior a la fecha de la subasta en el Tribunal, los interesados deberán enviar al correo electrónico jcsantiago4_remates@pjud.cl, copia digitalizada del vale vista y de la cédula de identidad de quien participe en la subasta, indicando su nombre completo, número de teléfono y correo electrónico en el cual recibirán el link de acceso virtual, hasta las 14:00 horas del día hábil anterior a la fecha fijada para el remate. Bases y antecedentes en expediente 'Securitizadora con Leal Escarate'. Rol C-2895-2021.Secretario. bbox=[513, 61, 744, 409]
notice: sferencia exhibición Instagram Remate-sortizehijos consultas +56956688443 Max Ortiz 1299 comisión 11.9%. bbox=[19, 61, 250, 136]
column-body bbox=[266, 59, 497, 2327]
